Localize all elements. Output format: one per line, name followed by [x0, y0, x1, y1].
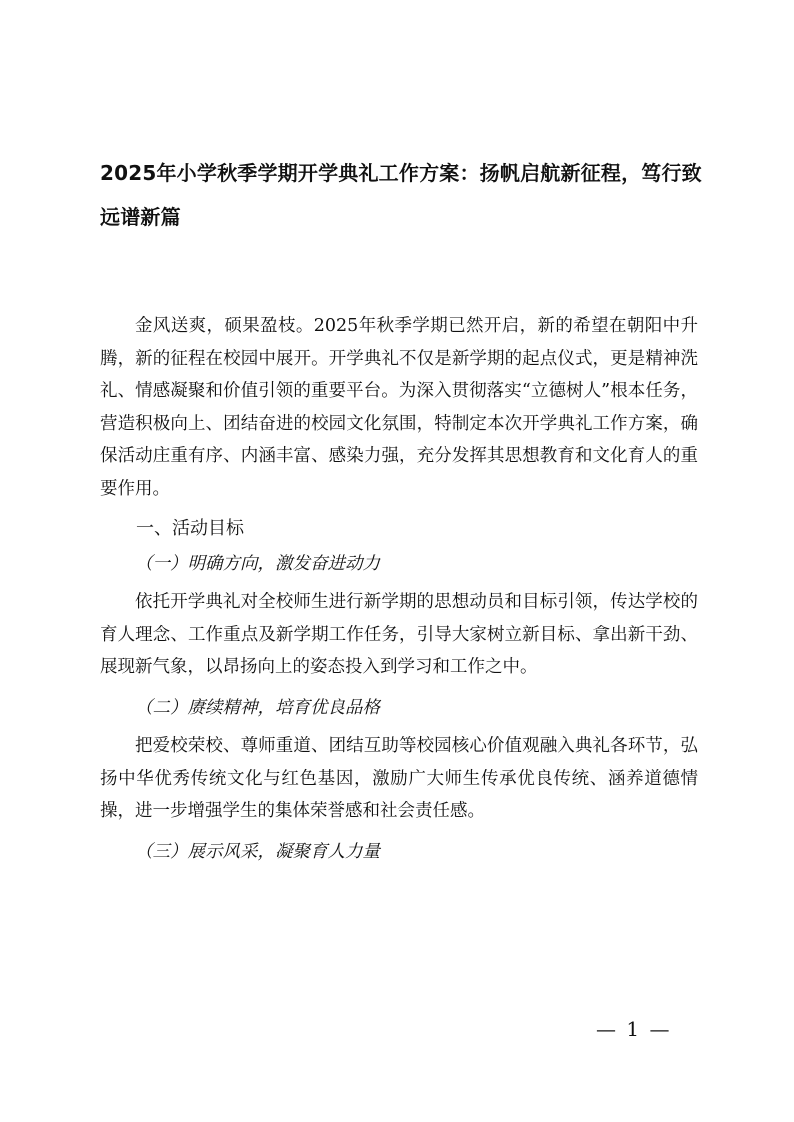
subsection-heading-1: （一）明确方向，激发奋进动力	[135, 553, 380, 574]
subsection-paragraph-1: 依托开学典礼对全校师生进行新学期的思想动员和目标引领，传达学校的育人理念、工作重点及新学期工作任务，引导大家树立新目标、拿出新干劲、展现新气象，以昂扬向上的姿态投入到学习和工作之中。	[100, 592, 698, 677]
subsection-heading-2: （二）赓续精神，培育优良品格	[135, 697, 380, 718]
intro-paragraph: 金风送爽，硕果盈枝。2025年秋季学期已然开启，新的希望在朝阳中升腾，新的征程在校园中展开。开学典礼不仅是新学期的起点仪式，更是精神洗礼、情感凝聚和价值引领的重要平台。为深入贯彻落实“立德树人”根本任务，营造积极向上、团结奋进的校园文化氛围，特制定本次开学典礼工作方案，确保活动庄重有序、内涵丰富、感染力强，充分发挥其思想教育和文化育人的重要作用。	[100, 316, 698, 499]
page-number: — 1 —	[596, 1017, 672, 1041]
subsection-heading-3: （三）展示风采，凝聚育人力量	[135, 841, 380, 862]
document-title: 2025年小学秋季学期开学典礼工作方案：扬帆启航新征程，笃行致远谱新篇	[100, 161, 702, 229]
subsection-paragraph-2: 把爱校荣校、尊师重道、团结互助等校园核心价值观融入典礼各环节，弘扬中华优秀传统文化与红色基因，激励广大师生传承优良传统、涵养道德情操，进一步增强学生的集体荣誉感和社会责任感。	[100, 736, 698, 821]
section-heading-objectives: 一、活动目标	[136, 518, 244, 539]
document-body	[100, 310, 698, 874]
